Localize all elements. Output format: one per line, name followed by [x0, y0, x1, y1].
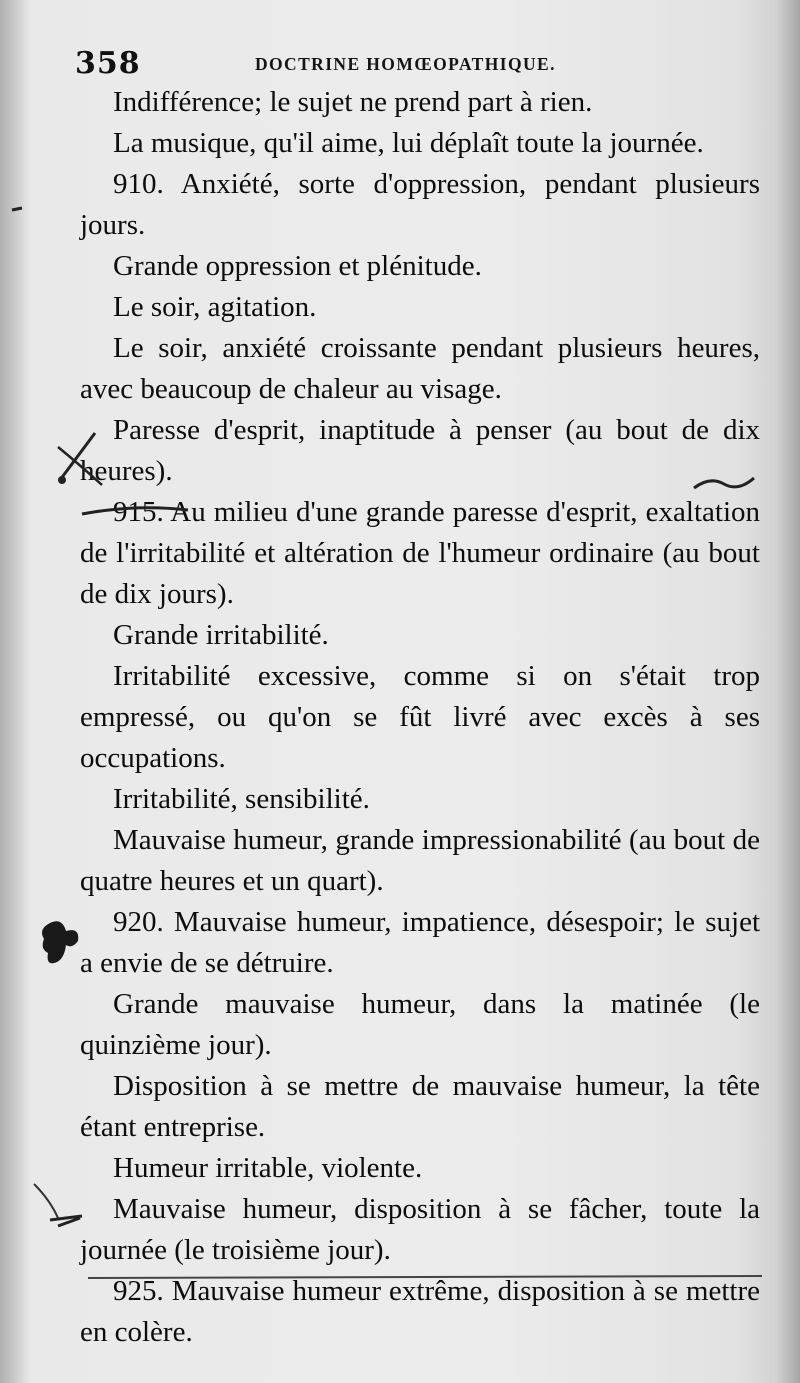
paragraph: Mauvaise humeur, grande impressionabilité (au bout de quatre heures et un quart).	[80, 824, 760, 897]
pen-mark-cross-icon	[50, 425, 110, 495]
pen-underline-icon	[80, 502, 190, 522]
paragraph: 920. Mauvaise humeur, impatience, désespoir; le sujet a envie de se détruire.	[80, 906, 760, 979]
pen-strike-line-icon	[86, 1272, 766, 1284]
pen-mark-tilde-icon	[690, 470, 760, 500]
paragraph: Le soir, anxiété croissante pendant plusieurs heures, avec beaucoup de chaleur au visage.	[80, 332, 760, 405]
margin-dot-icon	[8, 200, 28, 220]
paragraph: Disposition à se mettre de mauvaise humeur, la tête étant entreprise.	[80, 1070, 760, 1143]
paragraph: Humeur irritable, violente.	[113, 1152, 423, 1184]
paragraph: 910. Anxiété, sorte d'oppression, pendant plusieurs jours.	[80, 168, 760, 241]
pen-mark-arrow-icon	[30, 1180, 90, 1240]
paragraph: Grande mauvaise humeur, dans la matinée (le quinzième jour).	[80, 988, 760, 1061]
running-head: DOCTRINE HOMŒOPATHIQUE.	[255, 54, 556, 74]
page-number: 358	[75, 46, 141, 81]
paragraph: Grande irritabilité.	[113, 619, 329, 651]
page-header	[75, 46, 765, 80]
paragraph: Mauvaise humeur, disposition à se fâcher, toute la journée (le troisième jour).	[80, 1193, 760, 1266]
paragraph: Paresse d'esprit, inaptitude à penser (au bout de dix heures).	[80, 414, 760, 487]
page-edge-shadow	[776, 0, 800, 1383]
paragraph: 915. Au milieu d'une grande paresse d'esprit, exaltation de l'irritabilité et altération de l'humeur ordinaire (au bout de dix jours).	[80, 496, 760, 610]
paragraph: La musique, qu'il aime, lui déplaît toute la journée.	[113, 127, 704, 159]
ink-blot-icon	[36, 915, 86, 970]
paragraph: Irritabilité excessive, comme si on s'était trop empressé, ou qu'on se fût livré avec excès à ses occupations.	[80, 660, 760, 774]
paragraph: Grande oppression et plénitude.	[113, 250, 482, 282]
paragraph: Le soir, agitation.	[113, 291, 317, 323]
body-text	[80, 82, 760, 1353]
paragraph: Indifférence; le sujet ne prend part à rien.	[113, 86, 593, 118]
paragraph: Irritabilité, sensibilité.	[113, 783, 370, 815]
paragraph: 925. Mauvaise humeur extrême, disposition à se mettre en colère.	[80, 1275, 760, 1348]
